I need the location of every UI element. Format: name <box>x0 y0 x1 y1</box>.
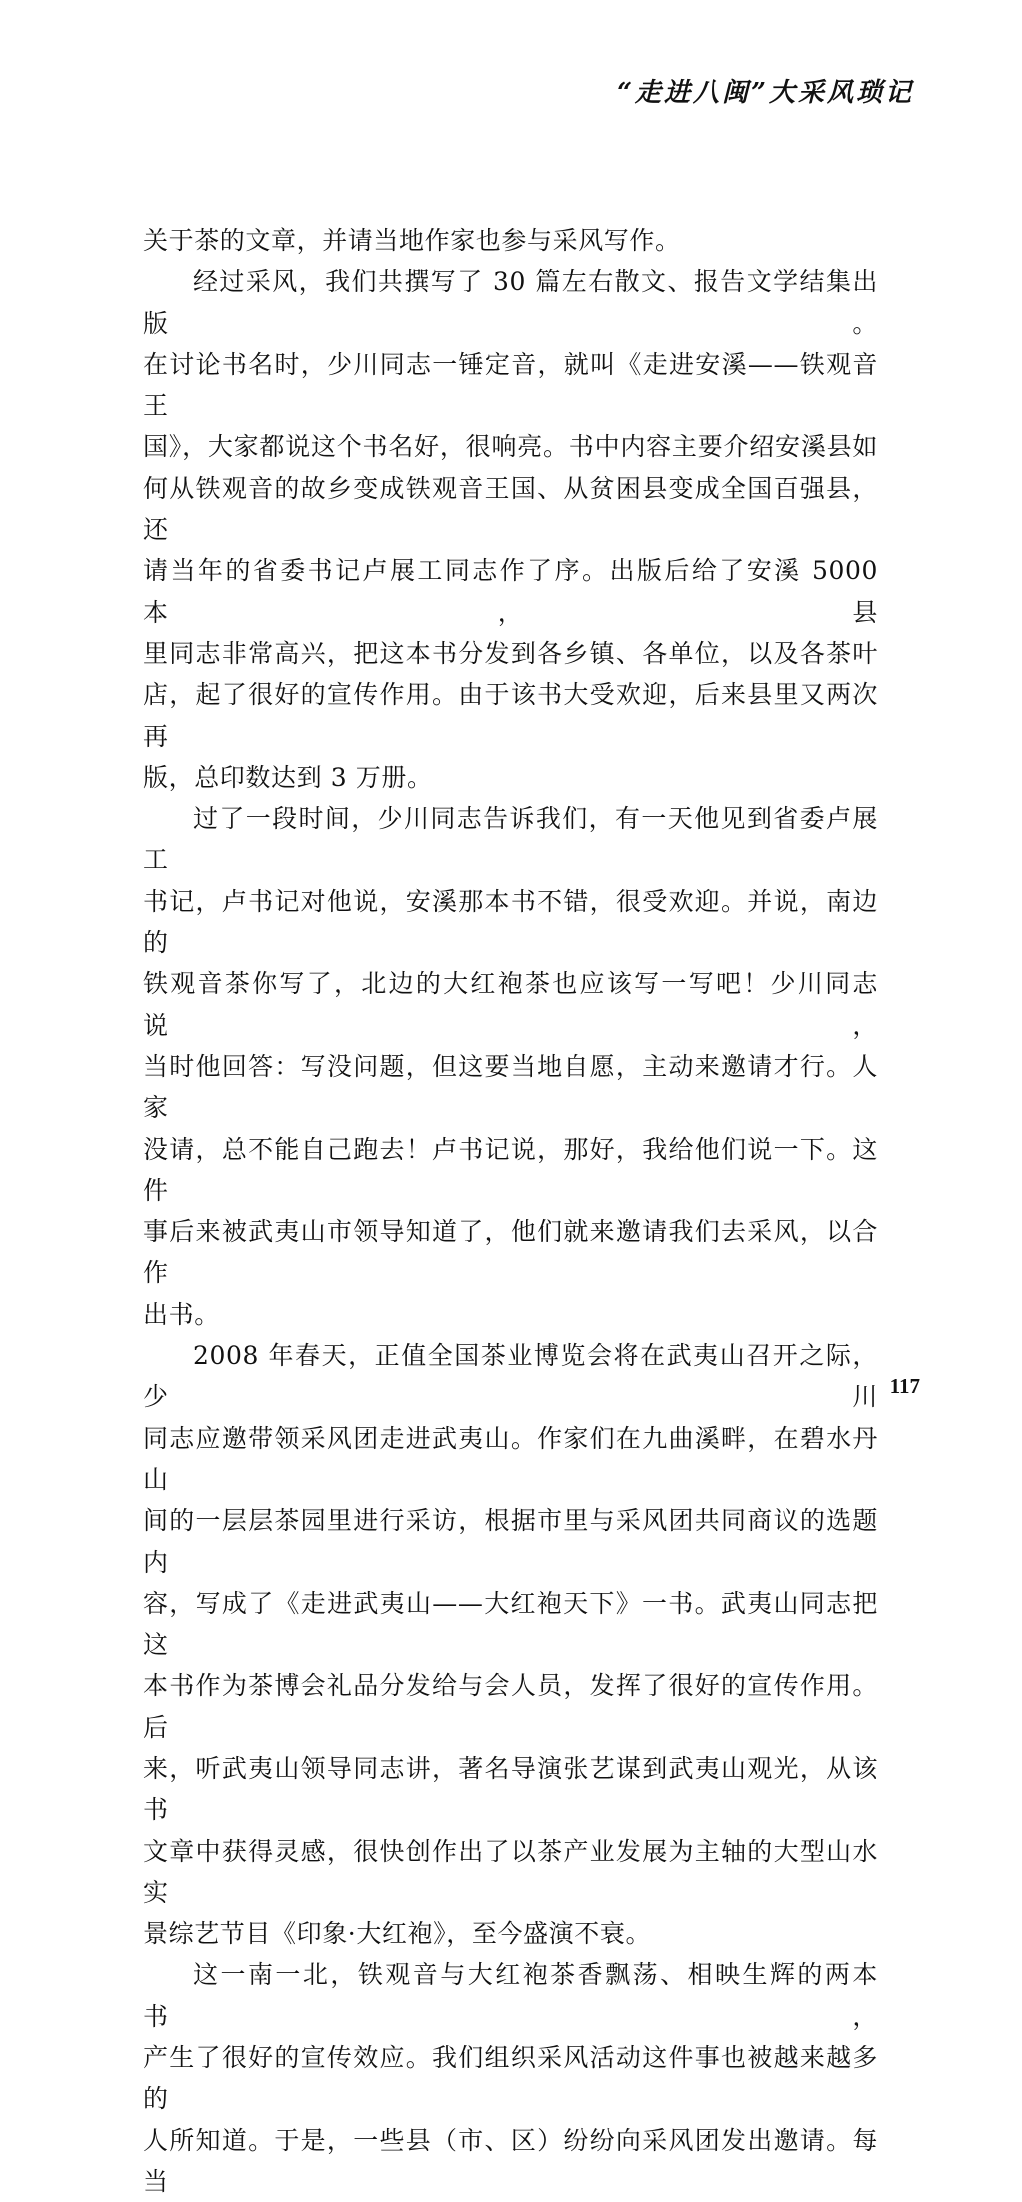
text-line: 国》，大家都说这个书名好，很响亮。书中内容主要介绍安溪县如 <box>143 432 878 462</box>
text-line: 这一南一北，铁观音与大红袍茶香飘荡、相映生辉的两本书， <box>143 1960 878 2031</box>
text-line: 经过采风，我们共撰写了 30 篇左右散文、报告文学结集出版。 <box>143 267 878 338</box>
text-line: 事后来被武夷山市领导知道了，他们就来邀请我们去采风，以合作 <box>143 1217 878 1288</box>
text-line: 来，听武夷山领导同志讲，著名导演张艺谋到武夷山观光，从该书 <box>143 1753 878 1825</box>
text-line: 铁观音茶你写了，北边的大红袍茶也应该写一写吧！少川同志说， <box>143 969 878 1040</box>
running-header-title: “走进八闽”大采风琐记 <box>617 78 914 108</box>
text-line: 没请，总不能自己跑去！卢书记说，那好，我给他们说一下。这件 <box>143 1134 878 1205</box>
text-line: 请当年的省委书记卢展工同志作了序。出版后给了安溪 5000 本，县 <box>143 556 878 627</box>
text-line: 里同志非常高兴，把这本书分发到各乡镇、各单位，以及各茶叶 <box>143 638 878 668</box>
body-text <box>143 220 878 2202</box>
text-line: 关于茶的文章，并请当地作家也参与采风写作。 <box>143 226 681 255</box>
text-line: 间的一层层茶园里进行采访，根据市里与采风团共同商议的选题内 <box>143 1506 878 1577</box>
page-number: 117 <box>889 1374 920 1398</box>
text-line: 同志应邀带领采风团走进武夷山。作家们在九曲溪畔，在碧水丹山 <box>143 1423 878 1494</box>
text-line: 容，写成了《走进武夷山——大红袍天下》一书。武夷山同志把这 <box>143 1588 878 1660</box>
text-line: 人所知道。于是，一些县（市、区）纷纷向采风团发出邀请。每当 <box>143 2125 878 2196</box>
text-line: 书记，卢书记对他说，安溪那本书不错，很受欢迎。并说，南边的 <box>143 886 878 958</box>
text-line: 产生了很好的宣传效应。我们组织采风活动这件事也被越来越多的 <box>143 2043 878 2114</box>
text-line: 2008 年春天，正值全国茶业博览会将在武夷山召开之际，少川 <box>143 1341 878 1412</box>
text-line: 版，总印数达到 3 万册。 <box>143 762 433 792</box>
text-line: 店，起了很好的宣传作用。由于该书大受欢迎，后来县里又两次再 <box>143 680 878 751</box>
text-line: 何从铁观音的故乡变成铁观音王国、从贫困县变成全国百强县，还 <box>143 473 878 545</box>
text-line: 过了一段时间，少川同志告诉我们，有一天他见到省委卢展工 <box>143 804 878 875</box>
text-line: 本书作为茶博会礼品分发给与会人员，发挥了很好的宣传作用。后 <box>143 1671 878 1742</box>
text-line: 文章中获得灵感，很快创作出了以茶产业发展为主轴的大型山水实 <box>143 1836 878 1907</box>
text-line: 在讨论书名时，少川同志一锤定音，就叫《走进安溪——铁观音王 <box>143 349 878 421</box>
text-line: 出书。 <box>143 1299 220 1329</box>
text-line: 当时他回答：写没问题，但这要当地自愿，主动来邀请才行。人家 <box>143 1051 878 1123</box>
text-line: 景综艺节目《印象·大红袍》，至今盛演不衰。 <box>143 1919 652 1949</box>
